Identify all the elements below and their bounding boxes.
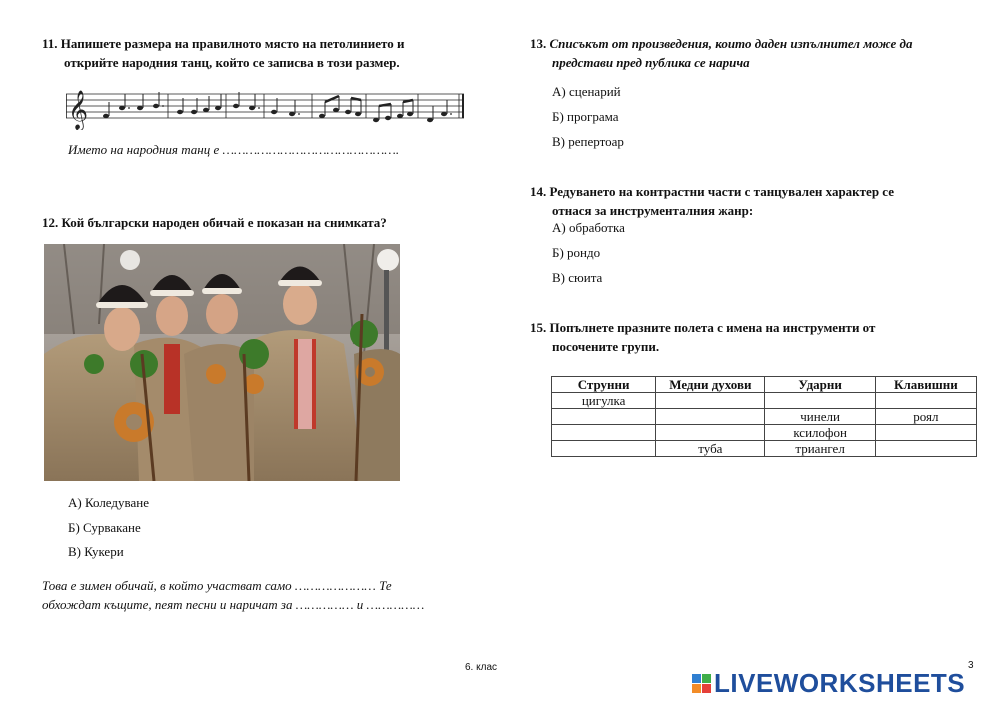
table-row xyxy=(552,425,977,441)
header-brass: Медни духови xyxy=(656,377,765,393)
q11-number: 11. xyxy=(42,36,58,51)
q13-line2: представи пред публика се нарича xyxy=(552,55,750,70)
q12-text: Кой български народен обичай е показан на снимката? xyxy=(61,215,387,230)
table-cell: ксилофон xyxy=(765,425,875,441)
q14-option-a[interactable]: А) обработка xyxy=(552,220,625,235)
treble-clef-icon: 𝄞 xyxy=(68,90,89,130)
header-keyboards: Клавишни xyxy=(875,377,976,393)
q14-number: 14. xyxy=(530,184,547,199)
page-number: 3 xyxy=(968,660,974,671)
q11-heading xyxy=(42,34,404,53)
q11-answer-line: Името на народния танц е ………………………………………. xyxy=(68,142,400,157)
carolers-photo xyxy=(44,244,400,481)
q12-number: 12. xyxy=(42,215,59,230)
table-cell: цигулка xyxy=(552,393,656,409)
q12-option-b[interactable]: Б) Сурвакане xyxy=(68,520,141,535)
instruments-table xyxy=(551,376,977,457)
q12-option-a[interactable]: А) Коледуване xyxy=(68,495,149,510)
q11-line1: Напишете размера на правилното място на петолинието и xyxy=(60,36,405,51)
q13-option-b[interactable]: Б) програма xyxy=(552,109,619,124)
header-strings: Струнни xyxy=(552,377,656,393)
q15-heading xyxy=(530,318,875,337)
liveworksheets-logo[interactable] xyxy=(692,670,965,696)
q12-blank-2-input[interactable] xyxy=(318,594,384,612)
table-cell-input[interactable] xyxy=(875,393,976,409)
q14-line1: Редуването на контрастни части с танцувален характер се xyxy=(549,184,894,199)
table-cell-input[interactable] xyxy=(656,393,765,409)
q15-line2: посочените групи. xyxy=(552,339,660,354)
table-cell: триангел xyxy=(765,441,875,457)
q13-option-c[interactable]: В) репертоар xyxy=(552,134,624,149)
q12-paragraph-line2: обхождат къщите, пеят песни и наричат за …………… и …………… xyxy=(42,597,425,612)
q13-line1: Списъкът от произведения, които даден изпълнител може да xyxy=(549,36,913,51)
q12-paragraph-line1: Това е зимен обичай, в който участват само ………………… Те xyxy=(42,578,392,593)
table-header-row xyxy=(552,377,977,393)
q15-number: 15. xyxy=(530,320,547,335)
grade-footer: 6. клас xyxy=(465,662,498,673)
logo-text: LIVEWORKSHEETS xyxy=(714,668,966,698)
table-cell-input[interactable] xyxy=(875,425,976,441)
q11-line2: открийте народния танц, който се записва в този размер. xyxy=(64,55,400,70)
table-cell-input[interactable] xyxy=(656,409,765,425)
table-cell: чинели xyxy=(765,409,875,425)
table-row xyxy=(552,409,977,425)
table-row xyxy=(552,393,977,409)
q13-number: 13. xyxy=(530,36,547,51)
q12-heading xyxy=(42,213,387,232)
q14-line2: отнася за инструменталния жанр: xyxy=(552,203,754,218)
live-badge-icon xyxy=(692,674,711,693)
music-staff xyxy=(66,86,468,130)
q12-option-c[interactable]: В) Кукери xyxy=(68,544,124,559)
table-cell-input[interactable] xyxy=(552,441,656,457)
q13-heading xyxy=(530,34,912,53)
q13-option-a[interactable]: А) сценарий xyxy=(552,84,621,99)
q14-heading xyxy=(530,182,894,201)
header-percussion: Ударни xyxy=(765,377,875,393)
table-cell-input[interactable] xyxy=(552,425,656,441)
q14-option-b[interactable]: Б) рондо xyxy=(552,245,601,260)
q12-blank-1-input[interactable] xyxy=(370,575,466,593)
table-cell-input[interactable] xyxy=(552,409,656,425)
table-cell: туба xyxy=(656,441,765,457)
q14-option-c[interactable]: В) сюита xyxy=(552,270,603,285)
table-row xyxy=(552,441,977,457)
q15-line1: Попълнете празните полета с имена на инструменти от xyxy=(549,320,876,335)
table-cell: роял xyxy=(875,409,976,425)
q11-answer-input[interactable] xyxy=(240,138,432,156)
table-cell-input[interactable] xyxy=(875,441,976,457)
q12-blank-3-input[interactable] xyxy=(400,594,466,612)
table-cell-input[interactable] xyxy=(765,393,875,409)
table-cell-input[interactable] xyxy=(656,425,765,441)
